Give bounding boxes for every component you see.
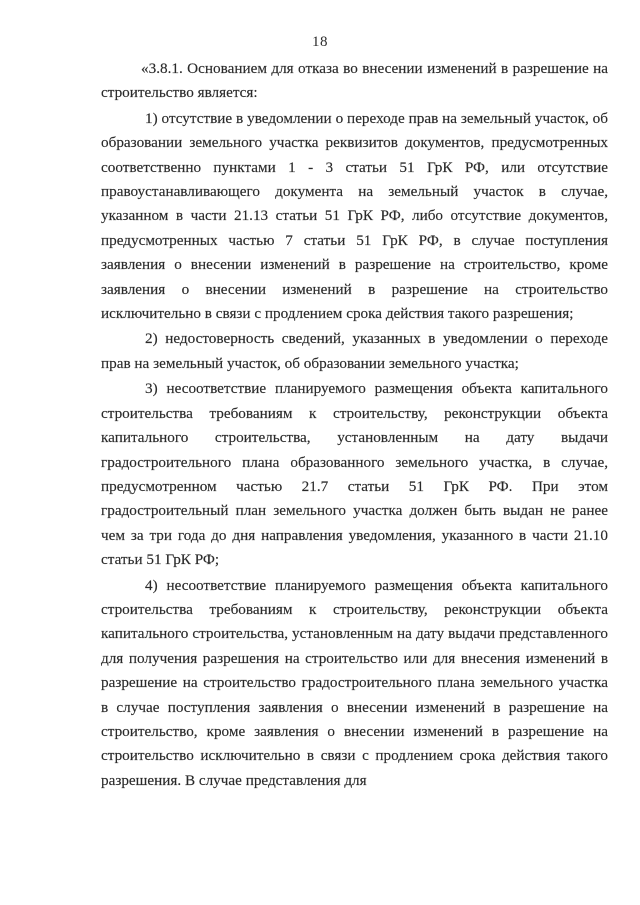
paragraph-item-1: 1) отсутствие в уведомлении о переходе прав на земельный участок, об образовании земельного участка реквизитов документов, предусмотренных соответственно пунктами 1 - 3 статьи 51 ГрК РФ, или отсутствие правоустанавливающего документа на земельный участок в случае, указанном в части 21.13 статьи 51 ГрК РФ, либо отсутствие документов, предусмотренных частью 7 статьи 51 ГрК РФ, в случае поступления заявления о внесении изменений в разрешение на строительство, кроме заявления о внесении изменений в разрешение на строительство исключительно в связи с продлением срока действия такого разрешения; xyxy=(101,109,608,323)
paragraph-item-4: 4) несоответствие планируемого размещения объекта капитального строительства требованиям к строительству, реконструкции объекта капитального строительства, установленным на дату выдачи представленного для получения разрешения на строительство или для внесения изменений в разрешение на строительство градостроительного плана земельного участка в случае поступления заявления о внесении изменений в разрешение на строительство, кроме заявления о внесении изменений в разрешение на строительство исключительно в связи с продлением срока действия такого разрешения. В случае представления для xyxy=(101,576,608,789)
page-number: 18 xyxy=(312,34,328,50)
document-body xyxy=(101,57,608,793)
paragraph-item-2: 2) недостоверность сведений, указанных в уведомлении о переходе прав на земельный участок, об образовании земельного участка; xyxy=(101,330,608,372)
paragraph-item-3: 3) несоответствие планируемого размещения объекта капитального строительства требованиям к строительству, реконструкции объекта капитального строительства, установленным на дату выдачи градостроительного плана образованного земельного участка, в случае, предусмотренном частью 21.7 статьи 51 ГрК РФ. При этом градостроительный план земельного участка должен быть выдан не ранее чем за три года до дня направления уведомления, указанного в части 21.10 статьи 51 ГрК РФ; xyxy=(101,380,608,569)
paragraph-intro: «3.8.1. Основанием для отказа во внесении изменений в разрешение на строительство является: xyxy=(101,60,608,102)
